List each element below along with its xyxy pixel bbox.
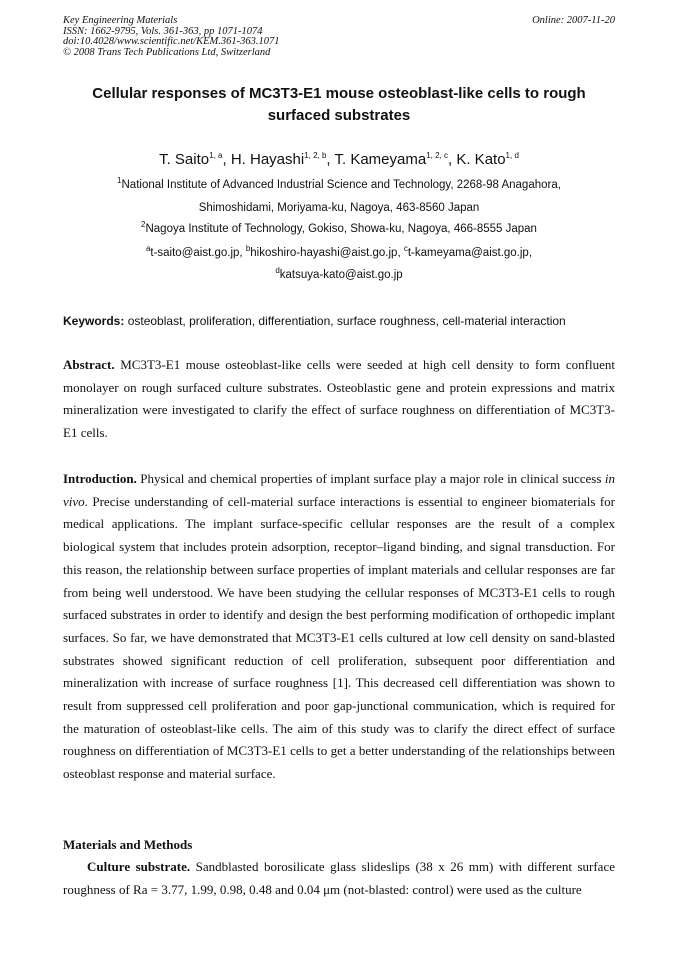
keywords-text: osteoblast, proliferation, differentiation, surface roughness, cell-material interaction [124,314,566,328]
email-separator: , [528,247,533,259]
section-heading: Materials and Methods [63,837,193,852]
journal-doi: doi:10.4028/www.scientific.net/KEM.361-363.1071 [63,36,280,47]
author-separator: , [448,151,457,168]
methods-paragraph [63,856,615,901]
journal-copyright: © 2008 Trans Tech Publications Ltd, Switzerland [63,46,271,58]
introduction-label: Introduction. [63,471,137,486]
author-name: H. Hayashi [230,151,305,168]
author-separator: , [326,151,335,168]
author-affil-mark: 1, a [209,151,223,160]
author-separator: , [222,151,231,168]
keywords-label: Keywords: [63,314,125,328]
email-mark: c [403,244,408,254]
affiliation-1-address: Shimoshidami, Moriyama-ku, Nagoya, 463-8560 Japan [198,202,480,214]
affil-text: Nagoya Institute of Technology, Gokiso, Showa-ku, Nagoya, 466-8555 Japan [145,223,537,235]
online-date: Online: 2007-11-20 [532,15,615,26]
author-emails-cont [63,268,615,282]
author-affil-mark: 1, 2, c [426,151,448,160]
affil-text: National Institute of Advanced Industrial Science and Technology, 2268-98 Anagahora, [121,179,561,191]
email-link[interactable]: t-kameyama@aist.go.jp [407,247,529,259]
author-emails [63,246,615,260]
email-link[interactable]: t-saito@aist.go.jp [150,247,240,259]
affiliation-2 [63,222,615,236]
author-affil-mark: 1, d [505,151,519,160]
introduction-italic: in vivo [63,471,615,509]
email-link[interactable]: hikoshiro-hayashi@aist.go.jp [250,247,398,259]
email-separator: , [397,247,404,259]
email-separator: , [239,247,246,259]
paper-title: Cellular responses of MC3T3-E1 mouse osteoblast-like cells to rough surfaced substrates [92,85,586,124]
introduction [63,468,615,786]
email-mark: a [145,244,151,254]
email-link[interactable]: katsuya-kato@aist.go.jp [279,269,403,281]
author-name: T. Saito [159,151,210,168]
email-mark: b [245,244,251,254]
abstract-label: Abstract. [63,357,115,372]
journal-header [63,16,280,58]
abstract [63,354,615,445]
journal-name: Key Engineering Materials [63,15,178,26]
author-name: K. Kato [456,151,506,168]
introduction-text: Physical and chemical properties of implant surface play a major role in clinical success [136,471,605,486]
subsection-label: Culture substrate. [87,859,191,874]
journal-issn: ISSN: 1662-9795, Vols. 361-363, pp 1071-1074 [63,25,263,37]
affil-mark: 1 [117,176,122,186]
abstract-text: MC3T3-E1 mouse osteoblast-like cells were seeded at high cell density to form confluent monolayer on rough surfaced culture substrates. Osteoblastic gene and protein expressions and matrix mineralization were investigated to clarify the effect of surface roughness on differentiation of MC3T3-E1 cells. [63,357,615,441]
author-list [63,150,615,170]
author-affil-mark: 1, 2, b [304,151,327,160]
affiliation-1 [63,178,615,192]
affil-mark: 2 [141,220,146,230]
keywords [63,314,623,328]
methods-text: Sandblasted borosilicate glass slideslips (38 x 26 mm) with different surface roughness of Ra = 3.77, 1.99, 0.98, 0.48 and 0.04 μm (not-blasted: control) were used as the culture [63,859,615,897]
author-name: T. Kameyama [334,151,427,168]
email-mark: d [275,266,280,276]
introduction-text: . Precise understanding of cell-material surface interactions is essential to engineer biomaterials for medical applications. The implant surface-specific cellular responses are the result of a complex biological system that includes protein adsorption, receptor–ligand binding, and signal transduction. For this reason, the relationship between surface properties of implant materials and cellular responses are far from being well understood. We have been studying the cellular responses of MC3T3-E1 cells to rough surfaced substrates in order to identify and design the best performing modification of orthopedic implant surfaces. So far, we have demonstrated that MC3T3-E1 cells cultured at low cell density on sand-blasted substrates showed significant reduction of cell proliferation, subsequent poor differentiation and mineralization with increase of surface roughness [1]. This decreased cell differentiation was shown to result from suppressed cell proliferation and poor gap-junctional communication, which is required for the maturation of osteoblast-like cells. The aim of this study was to clarify the direct effect of surface roughness on differentiation of MC3T3-E1 cells to get a better understanding of the relationships between osteoblast response and material surface. [63,493,615,782]
